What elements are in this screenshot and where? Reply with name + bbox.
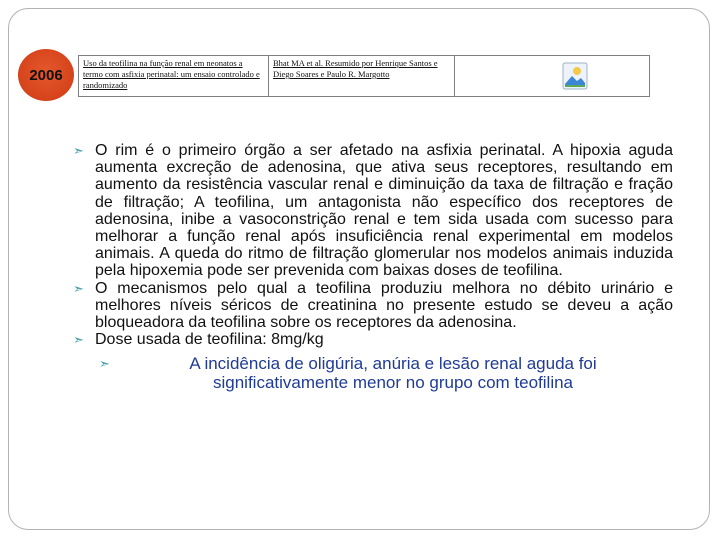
bullet-item [73, 280, 673, 332]
bullet-text: O rim é o primeiro órgão a ser afetado na asfixia perinatal. A hipoxia aguda aumenta excreção de adenosina, que ativa seus receptores, resultando em aumento da resistência vascular renal e diminuição da taxa de filtração e fração de filtração; A teofilina, um antagonista não específico dos receptores de adenosina, inibe a vasoconstrição renal e tem sida usada com sucesso para melhorar a função renal após insuficiência renal experimental em modelos animais. A queda do ritmo de filtração glomerular nos modelos animais induzida pela hipoxemia pode ser prevenida com baixas doses de teofilina. [95, 142, 673, 280]
bullet-marker-icon: ➣ [99, 356, 110, 372]
bullet-text: Dose usada de teofilina: 8mg/kg [95, 331, 324, 349]
slide-content [73, 142, 673, 392]
reference-title-cell [79, 56, 269, 96]
bullet-marker-icon: ➣ [73, 280, 84, 296]
bullet-marker-icon: ➣ [73, 332, 84, 348]
document-image-icon[interactable] [562, 62, 588, 90]
sub-bullet-item [99, 354, 663, 392]
bullet-item [73, 142, 673, 280]
reference-icon-cell [455, 56, 649, 96]
sub-bullet-text: A incidência de oligúria, anúria e lesão renal aguda foi significativamente menor no grupo com teofilina [189, 354, 597, 393]
reference-table [78, 55, 650, 97]
reference-title-link[interactable]: Uso da teofilina na função renal em neonatos a termo com asfixia perinatal: um ensaio controlado e randomizado [83, 58, 260, 90]
reference-authors-cell [269, 56, 455, 96]
bullet-marker-icon: ➣ [73, 143, 84, 158]
bullet-item [73, 331, 673, 348]
year-badge: 2006 [18, 49, 74, 101]
bullet-text: O mecanismos pelo qual a teofilina produziu melhora no débito urinário e melhores níveis séricos de creatinina no presente estudo se deveu a ação bloqueadora da teofilina sobre os receptores da adenosina. [95, 279, 673, 332]
reference-authors-link[interactable]: Bhat MA et al. Resumido por Henrique Santos e Diego Soares e Paulo R. Margotto [273, 58, 438, 79]
